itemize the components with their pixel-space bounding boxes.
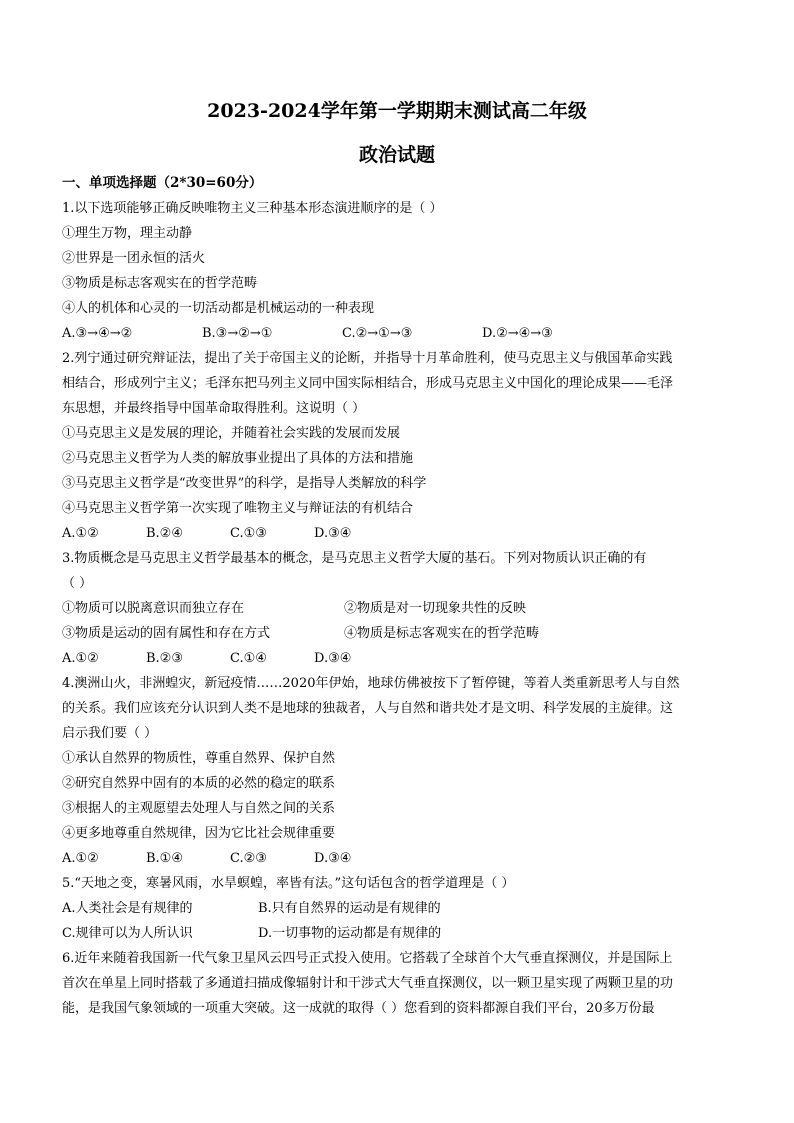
q3-option-d: D.③④	[314, 651, 352, 666]
q5-options-row-1	[62, 899, 732, 919]
q1-stem: 1.以下选项能够正确反映唯物主义三种基本形态演进顺序的是（ ）	[62, 201, 443, 216]
q4-option-a: A.①②	[62, 851, 99, 866]
q1-option-a: A.③→④→②	[62, 326, 133, 341]
q4-stem-line-1: 4.澳洲山火，非洲蝗灾，新冠疫情……2020年伊始，地球仿佛被按下了暂停键，等着人类重新思考人与自然	[62, 676, 680, 691]
q5-option-a: A.人类社会是有规律的	[62, 901, 193, 916]
q3-option-c: C.①④	[230, 651, 267, 666]
q1-option-c: C.②→①→③	[342, 326, 413, 341]
q4-item-4: ④更多地尊重自然规律，因为它比社会规律重要	[62, 826, 336, 841]
q3-item-3: ③物质是运动的固有属性和存在方式	[62, 626, 271, 641]
q4-item-1: ①承认自然界的物质性，尊重自然界、保护自然	[62, 751, 336, 766]
q2-item-3: ③马克思主义哲学是“改变世界”的科学，是指导人类解放的科学	[62, 476, 427, 491]
q4-option-c: C.②③	[230, 851, 267, 866]
q2-item-2: ②马克思主义哲学为人类的解放事业提出了具体的方法和措施	[62, 451, 414, 466]
q1-option-d: D.②→④→③	[482, 326, 553, 341]
q3-items-row-2	[62, 624, 732, 644]
q2-options	[62, 524, 732, 544]
q3-stem-line-1: 3.物质概念是马克思主义哲学最基本的概念，是马克思主义哲学大厦的基石。下列对物质认识正确的有	[62, 551, 647, 566]
q2-stem-line-3: 东思想，并最终指导中国革命取得胜利。这说明（ ）	[62, 401, 366, 416]
q3-option-b: B.②③	[146, 651, 183, 666]
q4-item-2: ②研究自然界中固有的本质的必然的稳定的联系	[62, 776, 336, 791]
q4-stem-line-2: 的关系。我们应该充分认识到人类不是地球的独裁者，人与自然和谐共处才是文明、科学发展的主旋律。这	[62, 701, 674, 716]
q6-stem-line-2: 首次在单星上同时搭载了多通道扫描成像辐射计和干涉式大气垂直探测仪，以一颗卫星实现了两颗卫星的功	[62, 976, 674, 991]
q2-option-a: A.①②	[62, 526, 99, 541]
q6-stem-line-3: 能，是我国气象领域的一项重大突破。这一成就的取得（ ）您看到的资料都源自我们平台，20多万份最	[62, 1001, 655, 1016]
q5-option-c: C.规律可以为人所认识	[62, 926, 193, 941]
q1-option-b: B.③→②→①	[202, 326, 273, 341]
q4-option-d: D.③④	[314, 851, 352, 866]
q1-item-2: ②世界是一团永恒的活火	[62, 251, 206, 266]
q2-option-c: C.①③	[230, 526, 267, 541]
q3-items-row-1	[62, 599, 732, 619]
q4-option-b: B.①④	[146, 851, 183, 866]
section-heading: 一、单项选择题（2*30=60分）	[62, 175, 263, 191]
q1-item-3: ③物质是标志客观实在的哲学范畴	[62, 276, 258, 291]
q2-option-b: B.②④	[146, 526, 183, 541]
q6-stem-line-1: 6.近年来随着我国新一代气象卫星风云四号正式投入使用。它搭载了全球首个大气垂直探测仪，并是国际上	[62, 951, 673, 966]
q4-item-3: ③根据人的主观愿望去处理人与自然之间的关系	[62, 801, 336, 816]
q5-stem: 5.“天地之变，寒暑风雨，水旱螟蝗，率皆有法。”这句话包含的哲学道理是（ ）	[62, 876, 515, 891]
exam-title: 2023-2024学年第一学期期末测试高二年级	[207, 100, 587, 122]
q1-item-4: ④人的机体和心灵的一切活动都是机械运动的一种表现	[62, 301, 375, 316]
q1-item-1: ①理生万物，理主动静	[62, 226, 193, 241]
q5-options-row-2	[62, 924, 732, 944]
q3-item-4: ④物质是标志客观实在的哲学范畴	[344, 626, 540, 641]
q3-stem-line-2: （ ）	[62, 576, 93, 591]
q3-options	[62, 649, 732, 669]
q3-item-1: ①物质可以脱离意识而独立存在	[62, 601, 245, 616]
q2-stem-line-2: 相结合，形成列宁主义；毛泽东把马列主义同中国实际相结合，形成马克思主义中国化的理论成果——毛泽	[62, 376, 674, 391]
q3-option-a: A.①②	[62, 651, 99, 666]
q2-option-d: D.③④	[314, 526, 352, 541]
q5-option-d: D.一切事物的运动都是有规律的	[258, 926, 442, 941]
q2-item-1: ①马克思主义是发展的理论，并随着社会实践的发展而发展	[62, 426, 401, 441]
q4-options	[62, 849, 732, 869]
q5-option-b: B.只有自然界的运动是有规律的	[258, 901, 441, 916]
q3-item-2: ②物质是对一切现象共性的反映	[344, 601, 527, 616]
q4-stem-line-3: 启示我们要（ ）	[62, 726, 158, 741]
q1-options	[62, 324, 732, 344]
q2-stem-line-1: 2.列宁通过研究辩证法，提出了关于帝国主义的论断，并指导十月革命胜利，使马克思主义与俄国革命实践	[62, 351, 673, 366]
q2-item-4: ④马克思主义哲学第一次实现了唯物主义与辩证法的有机结合	[62, 501, 414, 516]
exam-subtitle: 政治试题	[358, 144, 435, 166]
